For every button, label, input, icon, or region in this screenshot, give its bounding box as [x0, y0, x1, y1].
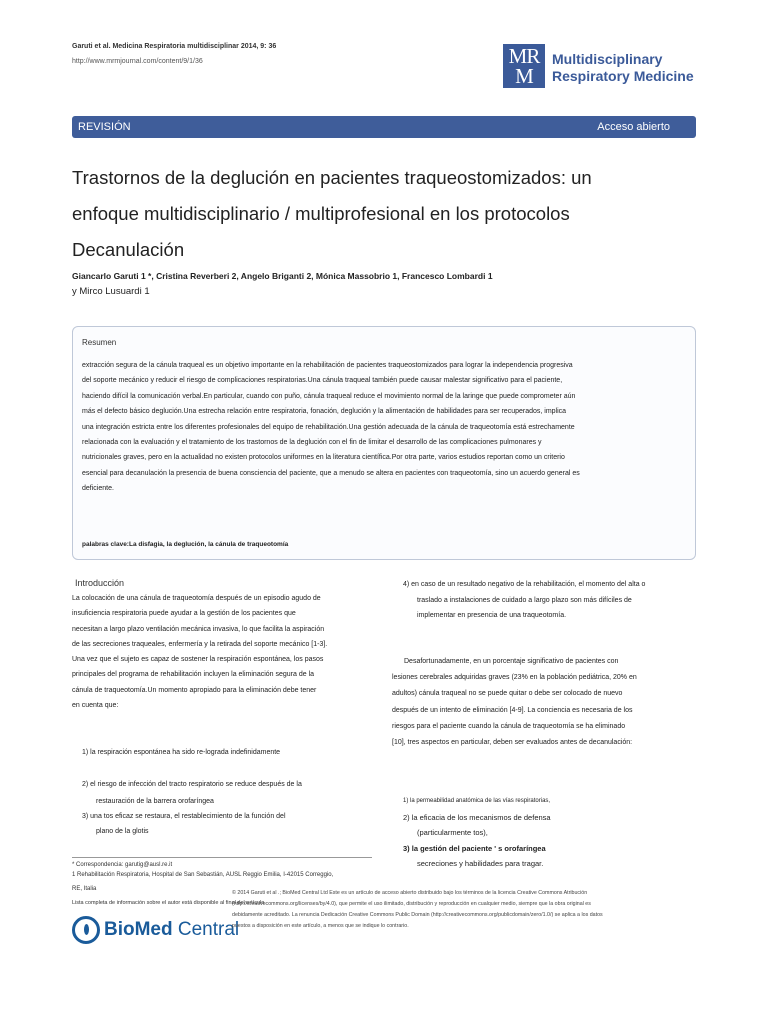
publisher-name-light: Central	[172, 919, 240, 940]
journal-name-line1: Multidisciplinary	[552, 51, 663, 67]
text-line: Desafortunadamente, en un porcentaje significativo de pacientes con	[404, 658, 619, 665]
intro-paragraph	[72, 591, 382, 713]
list-item-cont: restauración de la barrera orofaríngea	[96, 798, 214, 805]
list-item-cont: traslado a instalaciones de cuidado a largo plazo son más difíciles de	[417, 597, 632, 604]
right-paragraph	[392, 654, 702, 751]
title-line: Decanulación	[72, 239, 185, 260]
list-item: 3) la gestión del paciente ' s orofaríngea	[403, 844, 546, 853]
authors-line2: y Mirco Lusuardi 1	[72, 286, 150, 297]
text-line: en cuenta que:	[72, 702, 119, 710]
article-url[interactable]: http://www.mrmjournal.com/content/9/1/36	[72, 58, 203, 65]
license-line: © 2014 Garuti et al .; BioMed Central Ltd Este es un artículo de acceso abierto distribuido bajo los términos de la licencia Creative Commons Atribución	[232, 890, 588, 896]
text-line: adultos) cánula traqueal no se puede quitar o debe ser colocado de nuevo	[392, 690, 623, 698]
article-type-banner	[72, 116, 696, 138]
citation: Garuti et al. Medicina Respiratoria multidisciplinar 2014, 9: 36	[72, 43, 277, 50]
journal-name	[552, 51, 694, 85]
journal-name-line2: Respiratory Medicine	[552, 68, 694, 84]
abstract-line: haciendo difícil la comunicación verbal.En particular, cuando con puño, cánula traqueal reduce el movimiento normal de la laringe que puede comprometer aún	[82, 392, 576, 400]
title-line: Trastornos de la deglución en pacientes traqueostomizados: un	[72, 167, 592, 188]
article-type: REVISIÓN	[78, 121, 131, 133]
author-info-note: Lista completa de información sobre el autor está disponible al final del artículo	[72, 900, 265, 906]
list-item-cont: secreciones y habilidades para tragar.	[417, 859, 544, 868]
text-line: [10], tres aspectos en particular, deben ser evaluados antes de decanulación:	[392, 739, 633, 747]
author-list	[72, 268, 692, 300]
abstract-line: del soporte mecánico y reducir el riesgo de complicaciones respiratorias.Una cánula traqueal también puede causar malestar significativo para el paciente,	[82, 377, 563, 385]
abstract-line: más el defecto básico deglución.Una estrecha relación entre respiratoria, fonación, deglución y la alimentación de habilidades para ser recuperados, implica	[82, 408, 567, 416]
journal-logo-icon: MR M	[503, 44, 545, 88]
open-access-label: Acceso abierto	[597, 121, 670, 133]
text-line: cánula de traqueotomía.Un momento apropiado para la eliminación debe tener	[72, 686, 317, 694]
list-item: 1) la permeabilidad anatómica de las vías respiratorias,	[403, 798, 551, 804]
abstract-line: esencial para decanulación la presencia de buena consciencia del paciente, que a menudo se altera en pacientes con traqueotomía, sino un acuerdo general es	[82, 469, 580, 477]
publisher-name	[104, 919, 239, 941]
text-line: insuficiencia respiratoria puede ayudar a la gestión de los pacientes que	[72, 610, 296, 618]
text-line: lesiones cerebrales adquiridas graves (23% en la población pediátrica, 20% en	[392, 674, 637, 682]
keywords: palabras clave:La disfagia, la deglución, la cánula de traqueotomía	[82, 541, 289, 548]
abstract-heading: Resumen	[82, 338, 117, 347]
text-line: Una vez que el sujeto es capaz de sostener la respiración espontánea, los pasos	[72, 656, 324, 664]
introduction-heading: Introducción	[75, 578, 125, 588]
list-item-cont: plano de la glotis	[96, 828, 149, 835]
abstract-line: deficiente.	[82, 485, 114, 493]
list-item: 2) la eficacia de los mecanismos de defensa	[403, 813, 551, 822]
text-line: de las secreciones traqueales, enfermería y la retirada del soporte mecánico [1-3].	[72, 640, 328, 648]
license-line: (http://creativecommons.org/licenses/by/4.0), que permite el uso ilimitado, distribución y reproducción en cualquier medio, siempre que la obra original es	[232, 901, 591, 907]
text-line: La colocación de una cánula de traqueotomía después de un episodio agudo de	[72, 595, 321, 602]
list-item-cont: (particularmente tos),	[417, 828, 488, 837]
text-line: principales del programa de rehabilitación incluyen la eliminación segura de la	[72, 671, 315, 679]
text-line: necesitan a largo plazo ventilación mecánica invasiva, lo que facilita la aspiración	[72, 625, 325, 633]
list-item: 4) en caso de un resultado negativo de la rehabilitación, el momento del alta o	[403, 581, 646, 588]
abstract-line: relacionada con la evaluación y el tratamiento de los trastornos de la deglución con el fin de limitar el desarrollo de las complicaciones pulmonares y	[82, 439, 542, 447]
text-line: riesgos para el paciente cuando la cánula de traqueotomía se ha eliminado	[392, 722, 626, 730]
publisher-name-bold: BioMed	[104, 919, 173, 940]
title-line: enfoque multidisciplinario / multiprofesional en los protocolos	[72, 203, 570, 224]
abstract-text	[82, 358, 688, 497]
correspondence-note: * Correspondencia: garutig@ausl.re.it	[72, 862, 173, 868]
list-item: 3) una tos eficaz se restaura, el restablecimiento de la función del	[82, 813, 286, 820]
list-item: 1) la respiración espontánea ha sido re-lograda indefinidamente	[82, 749, 281, 756]
affiliation-country: RE, Italia	[72, 886, 97, 892]
article-title	[72, 160, 692, 268]
authors-line1: Giancarlo Garuti 1 *, Cristina Reverberi 2, Angelo Briganti 2, Mónica Massobrio 1, Francesco Lombardi 1	[72, 271, 493, 281]
biomed-logo-icon	[72, 916, 100, 944]
license-text	[232, 888, 692, 932]
affiliation-note: 1 Rehabilitación Respiratoria, Hospital de San Sebastián, AUSL Reggio Emilia, I-42015 Correggio,	[72, 872, 334, 878]
abstract-line: extracción segura de la cánula traqueal es un objetivo importante en la rehabilitación de pacientes traqueostomizados para lograr la independencia progresiva	[82, 362, 573, 369]
list-item-cont: implementar en presencia de una traqueotomía.	[417, 612, 567, 619]
list-item: 2) el riesgo de infección del tracto respiratorio se reduce después de la	[82, 781, 302, 788]
abstract-line: una integración estricta entre los diferentes profesionales del equipo de rehabilitación.Una gestión adecuada de la cánula de traqueotomía está estrechamente	[82, 423, 575, 431]
license-line: debidamente acreditado. La renuncia Dedicación Creative Commons Public Domain (http://creativecommons.org/publicdomain/zero/1.0/) se aplica a los datos	[232, 912, 603, 918]
text-line: después de un intento de eliminación [4-9]. La conciencia es necesaria de los	[392, 706, 633, 714]
license-line: puestos a disposición en este artículo, a menos que se indique lo contrario.	[232, 923, 409, 929]
abstract-line: nutricionales graves, pero en la actualidad no existen protocolos uniformes en la literatura científica.Por otra parte, varios estudios reportan como un criterio	[82, 454, 565, 462]
footnote-divider	[72, 857, 372, 858]
